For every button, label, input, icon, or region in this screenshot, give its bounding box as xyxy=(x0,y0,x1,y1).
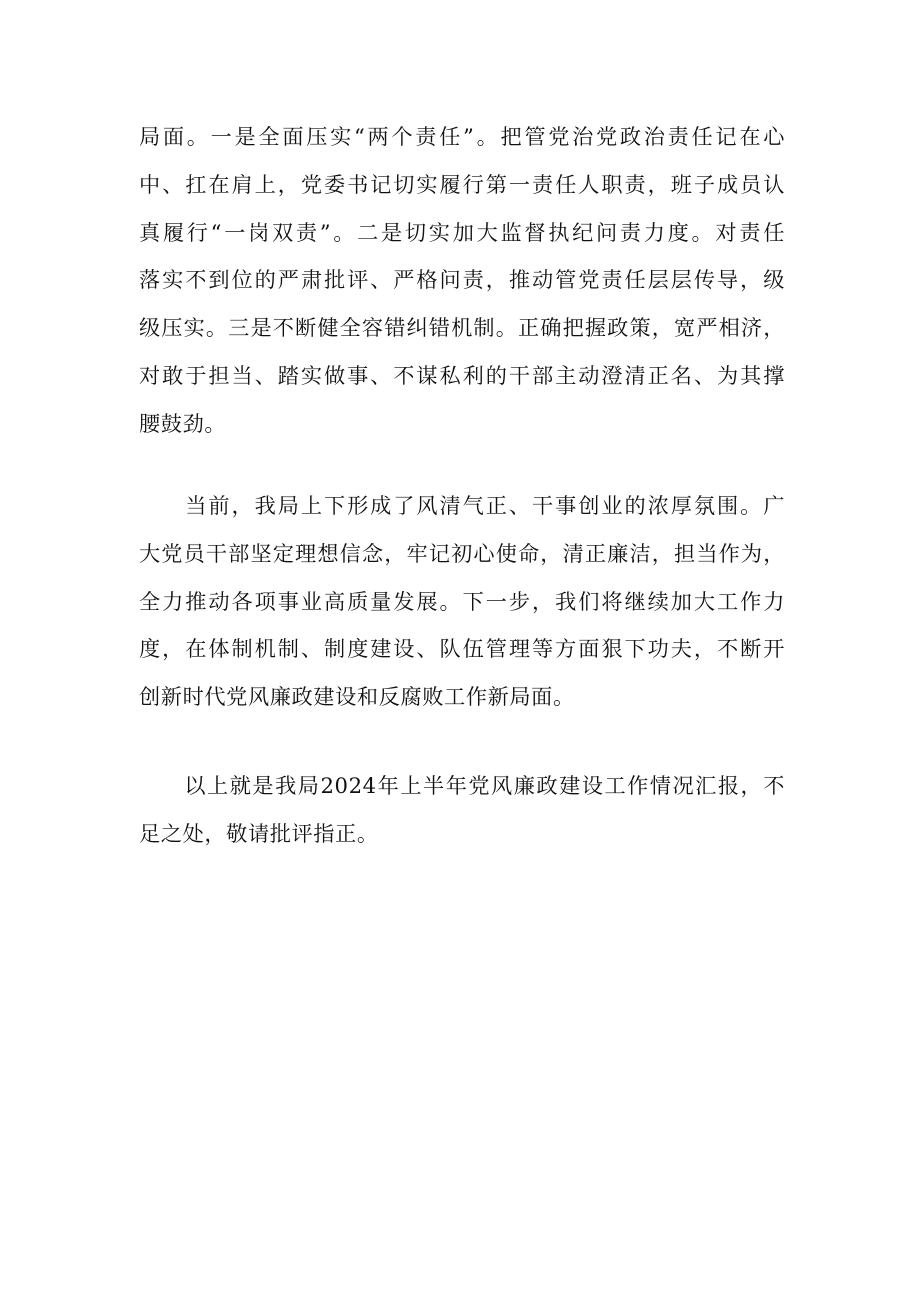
paragraph-line: 创新时代党风廉政建设和反腐败工作新局面。 xyxy=(139,684,575,710)
paragraph-line: 中、扛在肩上，党委书记切实履行第一责任人职责，班子成员认 xyxy=(139,171,785,197)
paragraph-line: 度，在体制机制、制度建设、队伍管理等方面狠下功夫，不断开 xyxy=(139,636,785,662)
paragraph-line: 级压实。三是不断健全容错纠错机制。正确把握政策，宽严相济， xyxy=(139,315,785,341)
paragraph-line: 大党员干部坚定理想信念，牢记初心使命，清正廉洁，担当作为， xyxy=(139,540,785,566)
paragraph-line: 局面。一是全面压实“两个责任”。把管党治党政治责任记在心 xyxy=(139,124,785,149)
paragraph-line: 对敢于担当、踏实做事、不谋私利的干部主动澄清正名、为其撑 xyxy=(139,362,785,388)
paragraph-line: 真履行“一岗双责”。二是切实加大监督执纪问责力度。对责任 xyxy=(139,219,785,245)
paragraph-line: 足之处，敬请批评指正。 xyxy=(139,820,379,846)
paragraph-responsibility xyxy=(139,113,785,448)
paragraph-current-atmosphere xyxy=(139,482,785,721)
paragraph-line: 腰鼓劲。 xyxy=(139,410,227,436)
paragraph-closing xyxy=(139,762,785,858)
paragraph-line: 落实不到位的严肃批评、严格问责，推动管党责任层层传导，级 xyxy=(139,267,785,293)
paragraph-line: 全力推动各项事业高质量发展。下一步，我们将继续加大工作力 xyxy=(139,588,785,614)
paragraph-line: 以上就是我局2024年上半年党风廉政建设工作情况汇报，不 xyxy=(139,773,785,798)
paragraph-line: 当前，我局上下形成了风清气正、干事创业的浓厚氛围。广 xyxy=(139,493,785,518)
